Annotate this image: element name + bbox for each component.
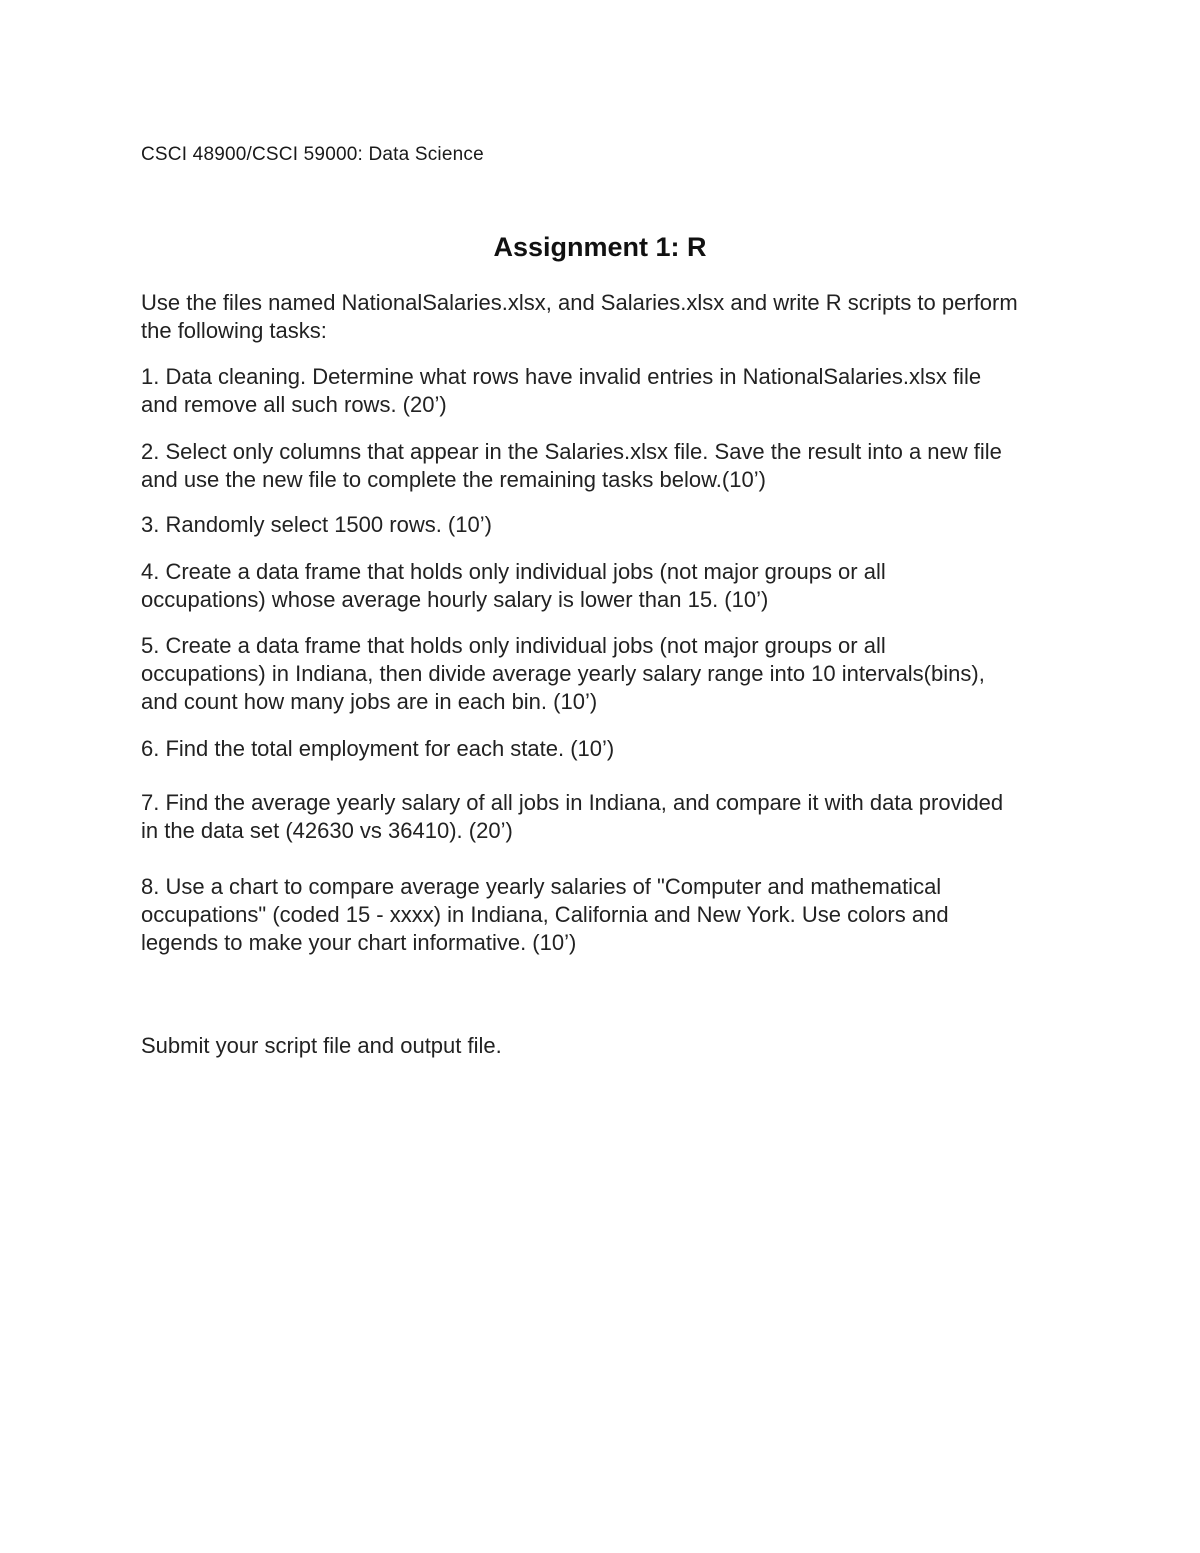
task-8-line-1: 8. Use a chart to compare average yearly salaries of "Computer and mathematical bbox=[141, 874, 942, 899]
intro-line-1: Use the files named NationalSalaries.xlsx, and Salaries.xlsx and write R scripts to perform bbox=[141, 290, 1018, 315]
intro-paragraph bbox=[141, 289, 1071, 345]
task-2-line-1: 2. Select only columns that appear in the Salaries.xlsx file. Save the result into a new file bbox=[141, 439, 1002, 464]
task-1 bbox=[141, 363, 1071, 419]
task-1-line-2: and remove all such rows. (20’) bbox=[141, 392, 447, 417]
task-5-line-2: occupations) in Indiana, then divide average yearly salary range into 10 intervals(bins), bbox=[141, 661, 985, 686]
task-3 bbox=[141, 511, 1071, 539]
intro-line-2: the following tasks: bbox=[141, 318, 327, 343]
task-5-line-3: and count how many jobs are in each bin. (10’) bbox=[141, 689, 598, 714]
task-8-line-2: occupations" (coded 15 - xxxx) in Indiana, California and New York. Use colors and bbox=[141, 902, 949, 927]
task-7-line-2: in the data set (42630 vs 36410). (20’) bbox=[141, 818, 513, 843]
closing-paragraph bbox=[141, 1032, 1071, 1060]
task-4-line-2: occupations) whose average hourly salary is lower than 15. (10’) bbox=[141, 587, 769, 612]
task-6 bbox=[141, 735, 1071, 763]
task-5 bbox=[141, 632, 1071, 716]
page-title: Assignment 1: R bbox=[493, 232, 707, 262]
task-6-line-1: 6. Find the total employment for each state. (10’) bbox=[141, 736, 615, 761]
task-7 bbox=[141, 789, 1071, 845]
closing-line: Submit your script file and output file. bbox=[141, 1033, 502, 1058]
task-1-line-1: 1. Data cleaning. Determine what rows have invalid entries in NationalSalaries.xlsx file bbox=[141, 364, 982, 389]
course-header: CSCI 48900/CSCI 59000: Data Science bbox=[141, 144, 484, 165]
task-4-line-1: 4. Create a data frame that holds only individual jobs (not major groups or all bbox=[141, 559, 886, 584]
task-8-line-3: legends to make your chart informative. (10’) bbox=[141, 930, 577, 955]
task-4 bbox=[141, 558, 1071, 614]
task-7-line-1: 7. Find the average yearly salary of all jobs in Indiana, and compare it with data provided bbox=[141, 790, 1004, 815]
task-2-line-2: and use the new file to complete the remaining tasks below.(10’) bbox=[141, 467, 766, 492]
task-5-line-1: 5. Create a data frame that holds only individual jobs (not major groups or all bbox=[141, 633, 886, 658]
task-3-line-1: 3. Randomly select 1500 rows. (10’) bbox=[141, 512, 492, 537]
task-2 bbox=[141, 438, 1071, 494]
task-8 bbox=[141, 873, 1071, 957]
